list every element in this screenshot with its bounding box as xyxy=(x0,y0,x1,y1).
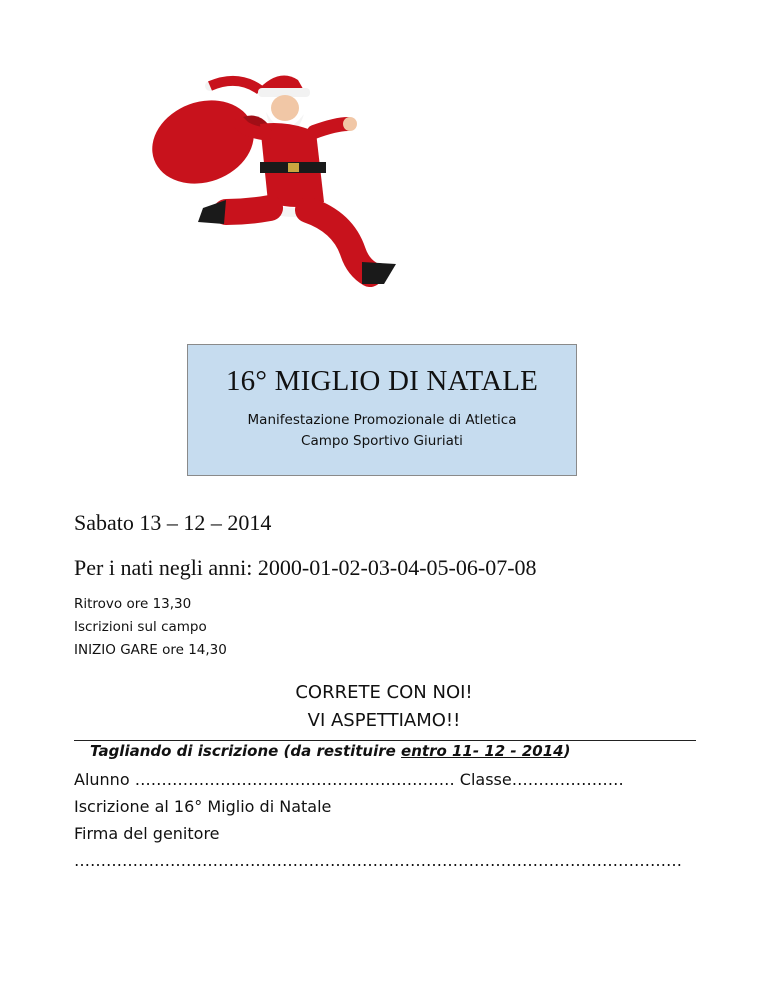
event-subtitle-2: Campo Sportivo Giuriati xyxy=(301,433,463,449)
cta-line-1: CORRETE CON NOI! xyxy=(295,682,473,703)
coupon-title-suffix: ) xyxy=(563,742,571,760)
coupon-title-prefix: Tagliando di iscrizione (da restituire xyxy=(90,742,402,760)
coupon-deadline: entro 11- 12 - 2014 xyxy=(401,742,564,760)
event-title-box xyxy=(187,344,577,476)
event-start-time: INIZIO GARE ore 14,30 xyxy=(74,642,227,658)
event-eligibility: Per i nati negli anni: 2000-01-02-03-04-05-06-07-08 xyxy=(74,555,537,580)
coupon-title xyxy=(90,742,570,760)
event-title: 16° MIGLIO DI NATALE xyxy=(225,365,539,397)
event-registration-info: Iscrizioni sul campo xyxy=(74,619,207,635)
coupon-divider xyxy=(74,740,696,741)
parent-signature-label: Firma del genitore xyxy=(74,824,220,843)
event-date: Sabato 13 – 12 – 2014 xyxy=(74,510,272,535)
signature-field[interactable]: …………………………………………………………………………………………………… xyxy=(74,851,682,870)
event-subtitle-1: Manifestazione Promozionale di Atletica xyxy=(247,412,517,428)
running-santa-icon xyxy=(148,62,408,302)
registration-line: Iscrizione al 16° Miglio di Natale xyxy=(74,797,332,816)
student-class-field[interactable]: Alunno …………………………………………………… Classe………………… xyxy=(74,770,624,789)
cta-line-2: VI ASPETTIAMO!! xyxy=(307,710,461,731)
event-meeting-time: Ritrovo ore 13,30 xyxy=(74,596,192,612)
